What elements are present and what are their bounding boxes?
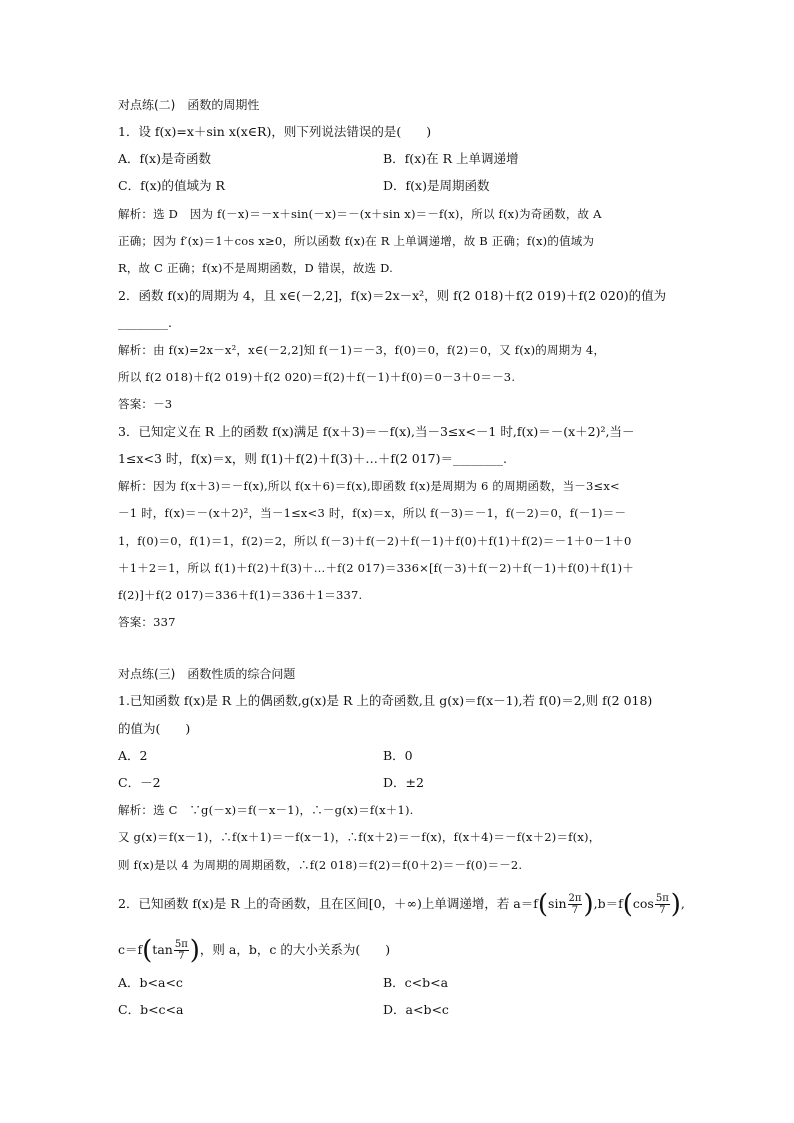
option-c: C．f(x)的值域为 R: [118, 178, 225, 193]
denominator: 7: [178, 951, 185, 962]
fraction: [655, 893, 670, 916]
question-2-stem-cont: [118, 935, 391, 966]
question-3-stem-cont: 1≤x<3 时，f(x)＝x，则 f(1)＋f(2)＋f(3)＋…＋f(2 017)＝________.: [118, 451, 507, 466]
solution-line: 解析：由 f(x)=2x－x²，x∈(－2,2]知 f(－1)＝－3，f(0)＝0，f(2)＝0，又 f(x)的周期为 4，: [118, 343, 606, 357]
solution-line: 1，f(0)＝0，f(1)＝1，f(2)＝2，所以 f(－3)＋f(－2)＋f(－1)＋f(0)＋f(1)＋f(2)＝－1＋0－1＋0: [118, 534, 632, 548]
solution-line: 所以 f(2 018)＋f(2 019)＋f(2 020)＝f(2)＋f(－1)＋f(0)＝0－3＋0＝－3.: [118, 370, 516, 384]
option-c: C．b<c<a: [118, 1002, 184, 1017]
right-paren: ): [189, 935, 200, 966]
section-heading-periodicity: 对点练(二) 函数的周期性: [118, 98, 260, 112]
solution-line: －1 时，f(x)＝－(x＋2)²，当－1≤x<3 时，f(x)＝x，所以 f(－3)＝－1，f(－2)＝0，f(－1)＝－: [118, 506, 627, 520]
stem-text: c＝f: [118, 942, 143, 957]
denominator: 7: [571, 905, 579, 916]
option-a: A．b<a<c: [118, 975, 183, 990]
option-b: B．f(x)在 R 上单调递增: [383, 151, 519, 166]
solution-line: 解析：因为 f(x＋3)＝－f(x),所以 f(x＋6)＝f(x),即函数 f(x)是周期为 6 的周期函数，当－3≤x<: [118, 479, 620, 493]
option-b: B．c<b<a: [383, 975, 449, 990]
left-paren: (: [537, 889, 549, 920]
answer-line: 答案：－3: [118, 397, 173, 411]
solution-line: 解析：选 C ∵g(－x)＝f(－x－1)，∴－g(x)＝f(x＋1).: [118, 803, 414, 817]
question-1-stem: 1.已知函数 f(x)是 R 上的偶函数,g(x)是 R 上的奇函数,且 g(x)＝f(x－1),若 f(0)＝2,则 f(2 018): [118, 693, 653, 708]
solution-line: R，故 C 正确；f(x)不是周期函数，D 错误，故选 D.: [118, 261, 393, 275]
question-2-stem: [118, 889, 685, 920]
answer-line: 答案：337: [118, 615, 176, 629]
left-paren: (: [142, 935, 153, 966]
solution-line: ＋1＋2＝1，所以 f(1)＋f(2)＋f(3)＋…＋f(2 017)＝336×[f(－3)＋f(－2)＋f(－1)＋f(0)＋f(1)＋: [118, 561, 634, 575]
right-paren: ): [670, 889, 681, 920]
numerator: 2π: [568, 893, 582, 904]
option-d: D．f(x)是周期函数: [383, 178, 490, 193]
option-d: D．a<b<c: [383, 1002, 449, 1017]
option-a: A．2: [118, 748, 148, 763]
solution-line: 正确；因为 f′(x)＝1＋cos x≥0，所以函数 f(x)在 R 上单调递增，故 B 正确；f(x)的值域为: [118, 234, 595, 248]
question-1-stem: 1．设 f(x)=x＋sin x(x∈R)，则下列说法错误的是( ): [118, 124, 432, 139]
numerator: 5π: [174, 939, 188, 950]
stem-text: ，则 a，b，c 的大小关系为( ): [199, 942, 391, 957]
fraction: [568, 893, 583, 916]
right-paren: ): [583, 889, 594, 920]
section-heading-comprehensive: 对点练(三) 函数性质的综合问题: [118, 667, 296, 681]
trig-sin: sin: [548, 896, 567, 911]
option-b: B．0: [383, 748, 413, 763]
solution-line: 又 g(x)＝f(x－1)，∴f(x＋1)＝－f(x－1)，∴f(x＋2)＝－f(x)，f(x＋4)＝－f(x＋2)＝f(x)，: [118, 830, 601, 844]
option-d: D．±2: [383, 775, 424, 790]
solution-line: 则 f(x)是以 4 为周期的周期函数，∴f(2 018)＝f(2)＝f(0＋2)＝－f(0)＝－2.: [118, 858, 523, 872]
trig-tan: tan: [152, 942, 173, 957]
question-1-stem-cont: 的值为( ): [118, 721, 191, 736]
solution-line: 解析：选 D 因为 f(－x)＝－x＋sin(－x)＝－(x＋sin x)＝－f(x)，所以 f(x)为奇函数，故 A: [118, 207, 602, 221]
question-2-stem: 2．函数 f(x)的周期为 4，且 x∈(－2,2]，f(x)＝2x－x²，则 f(2 018)＋f(2 019)＋f(2 020)的值为: [118, 288, 667, 303]
denominator: 7: [659, 905, 666, 916]
answer-blank: ________.: [118, 315, 172, 330]
solution-line: f(2)]＋f(2 017)＝336＋f(1)＝336＋1＝337.: [118, 588, 363, 602]
option-a: A．f(x)是奇函数: [118, 151, 211, 166]
stem-text: ,: [680, 896, 685, 911]
stem-text: 2．已知函数 f(x)是 R 上的奇函数，且在区间[0，＋∞)上单调递增，若 a＝f: [118, 896, 538, 911]
trig-cos: cos: [632, 896, 654, 911]
question-3-stem: 3．已知定义在 R 上的函数 f(x)满足 f(x＋3)＝－f(x),当－3≤x<－1 时,f(x)＝－(x＋2)²,当－: [118, 424, 635, 439]
left-paren: (: [622, 889, 633, 920]
fraction: [174, 939, 189, 962]
option-c: C．－2: [118, 775, 161, 790]
stem-text: ,b＝f: [593, 896, 623, 911]
numerator: 5π: [655, 893, 669, 904]
